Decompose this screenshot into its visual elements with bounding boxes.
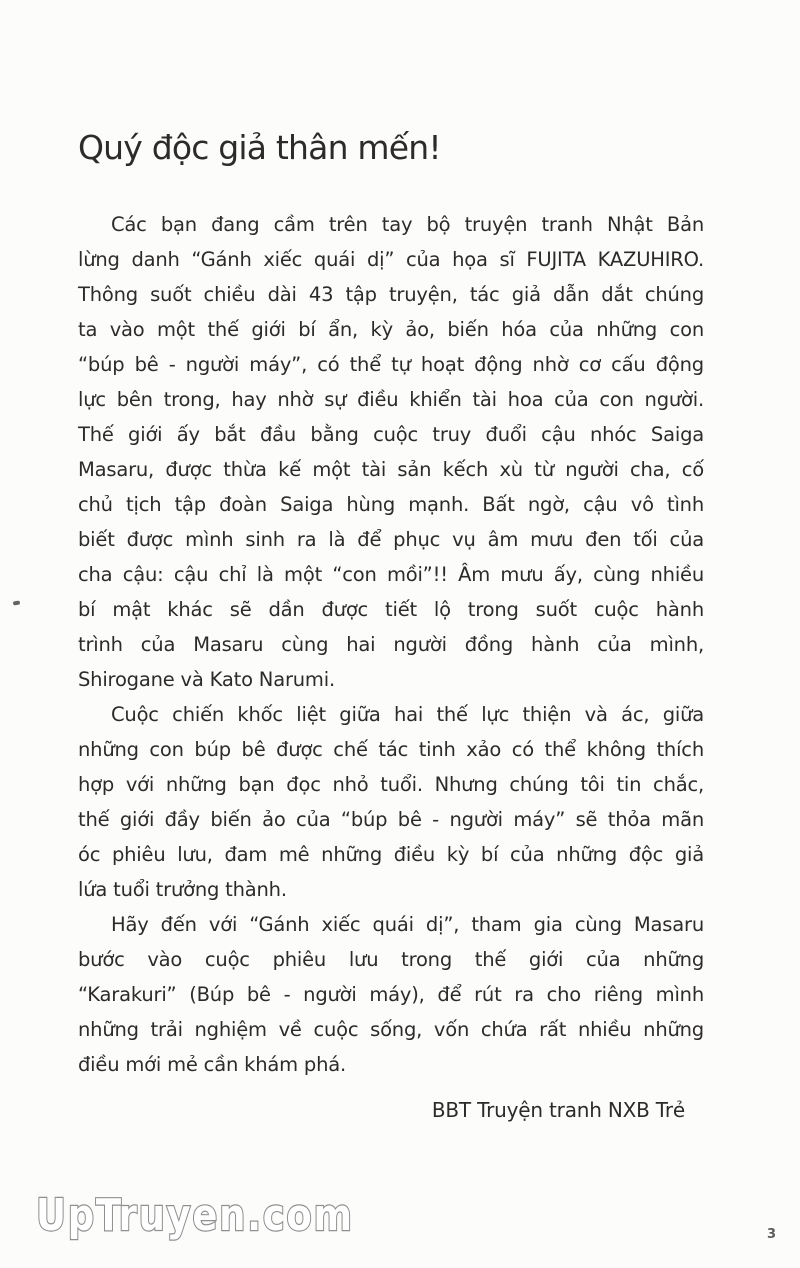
text-line: lực bên trong, hay nhờ sự điều khiển tài hoa của con người. <box>78 388 704 411</box>
page-title: Quý độc giả thân mến! <box>78 128 441 167</box>
text-line: hợp với những bạn đọc nhỏ tuổi. Nhưng chúng tôi tin chắc, <box>78 773 704 796</box>
text-line: “búp bê - người máy”, có thể tự hoạt động nhờ cơ cấu động <box>78 353 704 376</box>
text-line: bước vào cuộc phiêu lưu trong thế giới của những <box>78 948 704 971</box>
text-line: Các bạn đang cầm trên tay bộ truyện tranh Nhật Bản <box>111 213 704 236</box>
uptruyen-watermark: UpTruyen.com <box>36 1190 354 1241</box>
text-line: bí mật khác sẽ dần được tiết lộ trong suốt cuộc hành <box>78 598 704 621</box>
text-line: óc phiêu lưu, đam mê những điều kỳ bí của những độc giả <box>78 843 704 866</box>
paragraph <box>78 907 704 1082</box>
text-line: Cuộc chiến khốc liệt giữa hai thế lực thiện và ác, giữa <box>111 703 704 726</box>
text-line: chủ tịch tập đoàn Saiga hùng mạnh. Bất ngờ, cậu vô tình <box>78 493 704 516</box>
paragraph <box>78 207 704 697</box>
paragraph <box>78 697 704 907</box>
text-line: ta vào một thế giới bí ẩn, kỳ ảo, biến hóa của những con <box>78 318 704 341</box>
text-line: những con búp bê được chế tác tinh xảo có thể không thích <box>78 738 704 761</box>
text-line: Thông suốt chiều dài 43 tập truyện, tác giả dẫn dắt chúng <box>78 283 704 306</box>
text-line: lừng danh “Gánh xiếc quái dị” của họa sĩ FUJITA KAZUHIRO. <box>78 248 704 271</box>
text-line: Thế giới ấy bắt đầu bằng cuộc truy đuổi cậu nhóc Saiga <box>78 423 704 446</box>
text-line: những trải nghiệm về cuộc sống, vốn chứa rất nhiều những <box>78 1018 704 1041</box>
signature: BBT Truyện tranh NXB Trẻ <box>431 1098 685 1122</box>
text-line: Hãy đến với “Gánh xiếc quái dị”, tham gia cùng Masaru <box>111 913 704 936</box>
text-line: lứa tuổi trưởng thành. <box>78 878 287 901</box>
text-line: cha cậu: cậu chỉ là một “con mồi”!! Âm mưu ấy, cùng nhiều <box>78 563 704 586</box>
text-line: “Karakuri” (Búp bê - người máy), để rút ra cho riêng mình <box>78 983 704 1006</box>
corner-mark: 3 <box>767 1227 777 1242</box>
text-line: trình của Masaru cùng hai người đồng hành của mình, <box>78 633 704 656</box>
scan-speck <box>13 601 20 606</box>
text-line: Shirogane và Kato Narumi. <box>78 668 335 691</box>
text-line: điều mới mẻ cần khám phá. <box>78 1053 346 1076</box>
text-line: biết được mình sinh ra là để phục vụ âm mưu đen tối của <box>78 528 704 551</box>
text-line: Masaru, được thừa kế một tài sản kếch xù từ người cha, cố <box>78 458 704 481</box>
body-text <box>78 207 704 1082</box>
text-line: thế giới đầy biến ảo của “búp bê - người máy” sẽ thỏa mãn <box>78 808 704 831</box>
